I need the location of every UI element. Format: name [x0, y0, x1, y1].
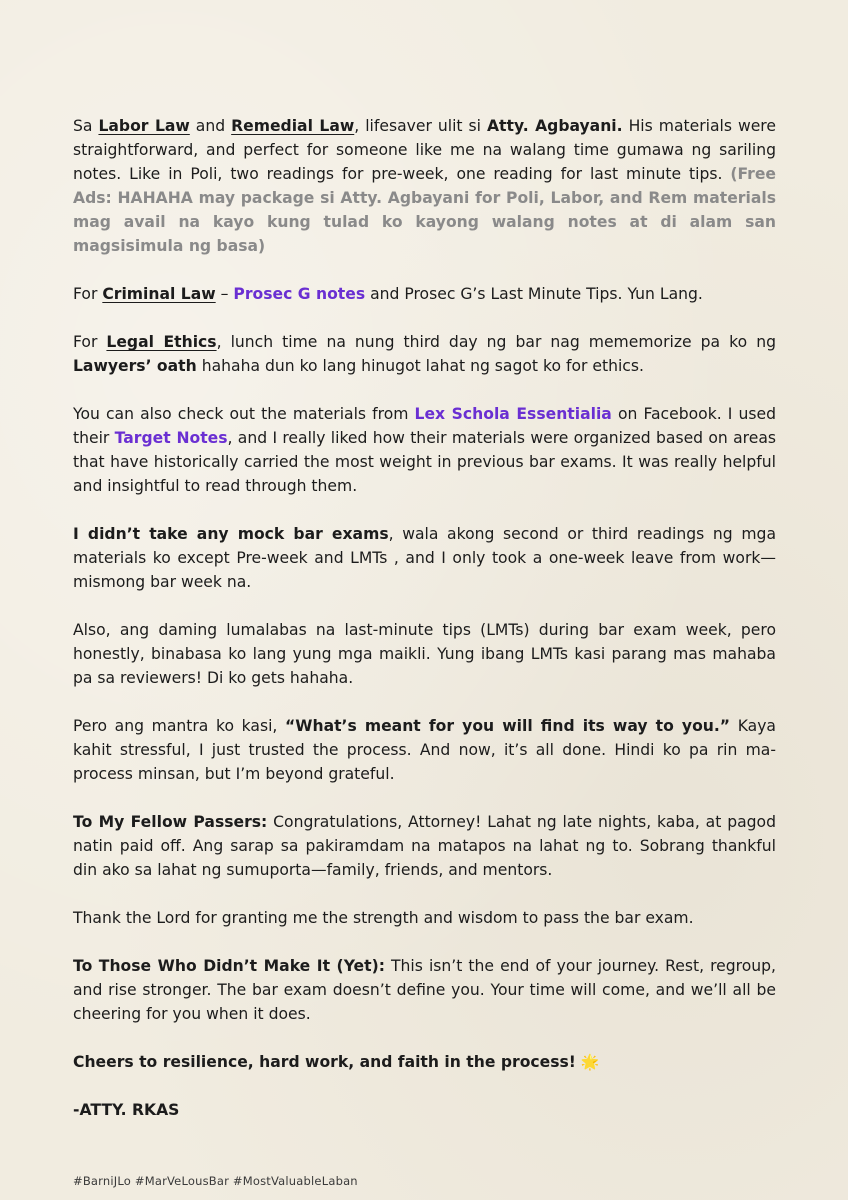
mantra-quote: “What’s meant for you will find its way to you.”: [285, 717, 731, 735]
text: You can also check out the materials from: [73, 405, 415, 423]
paragraph-labor-remedial: [73, 114, 776, 258]
text: For: [73, 285, 103, 303]
text: Also, ang daming lumalabas na last-minute tips (LMTs) during bar exam week, pero honestly, binabasa ko lang yung mga maikli. Yung ibang LMTs kasi parang mas mahaba pa sa reviewers! Di ko gets hahaha.: [73, 621, 776, 687]
text: Pero ang mantra ko kasi,: [73, 717, 286, 735]
text: and: [189, 117, 232, 135]
text: Thank the Lord for granting me the strength and wisdom to pass the bar exam.: [73, 909, 694, 927]
atty-agbayani: Atty. Agbayani.: [486, 117, 623, 135]
signature: [73, 1098, 776, 1122]
fellow-passers-heading: To My Fellow Passers:: [73, 813, 268, 831]
paragraph-criminal-law: [73, 282, 776, 306]
text: This isn’t the end of your journey. Rest, regroup, and rise stronger. The bar exam doesn’t define you. Your time will come, and we’ll all be cheering for you when it does.: [73, 957, 777, 1023]
remedial-law-heading: Remedial Law: [231, 117, 355, 135]
text: , and I really liked how their materials were organized based on areas that have historically carried the most weight in previous bar exams. It was really helpful and insightful to read through them.: [73, 429, 777, 495]
paragraph-thank-lord: [73, 906, 776, 930]
paragraph-mantra: [73, 714, 776, 786]
mock-exams-bold: I didn’t take any mock bar exams: [73, 525, 389, 543]
didnt-make-it-heading: To Those Who Didn’t Make It (Yet):: [73, 957, 385, 975]
text: , lifesaver ulit si: [354, 117, 487, 135]
paragraph-didnt-make-it: [73, 954, 776, 1026]
text: Sa: [73, 117, 99, 135]
lex-schola-link[interactable]: Lex Schola Essentialia: [414, 405, 612, 423]
cheers-line: Cheers to resilience, hard work, and faith in the process!: [73, 1053, 576, 1071]
text: hahaha dun ko lang hinugot lahat ng sagot ko for ethics.: [196, 357, 644, 375]
text: Congratulations, Attorney! Lahat ng late nights, kaba, at pagod natin paid off. Ang sarap sa pakiramdam na matapos na lahat ng to. Sobrang thankful din ako sa lahat ng sumuporta—family, friends, and mentors.: [73, 813, 776, 879]
signature-text: -ATTY. RKAS: [73, 1101, 180, 1119]
criminal-law-heading: Criminal Law: [102, 285, 216, 303]
labor-law-heading: Labor Law: [98, 117, 190, 135]
paragraph-legal-ethics: [73, 330, 776, 378]
text: For: [73, 333, 107, 351]
text: on Facebook. I used their: [73, 405, 776, 447]
text: , lunch time na nung third day ng bar nag mememorize pa ko ng: [216, 333, 776, 351]
text: , wala akong second or third readings ng mga materials ko except Pre-week and LMTs , and I only took a one-week leave from work—mismong bar week na.: [73, 525, 776, 591]
target-notes-link[interactable]: Target Notes: [114, 429, 228, 447]
paragraph-lex-schola: [73, 402, 776, 498]
legal-ethics-heading: Legal Ethics: [106, 333, 217, 351]
text: His materials were straightforward, and perfect for someone like me na walang time gumawa ng sariling notes. Like in Poli, two readings for pre-week, one reading for last minute tips.: [73, 117, 776, 183]
prosec-g-notes-link[interactable]: Prosec G notes: [233, 285, 366, 303]
lawyers-oath: Lawyers’ oath: [73, 357, 197, 375]
text: and Prosec G’s Last Minute Tips. Yun Lang.: [365, 285, 703, 303]
paragraph-lmts: [73, 618, 776, 690]
text: Kaya kahit stressful, I just trusted the process. And now, it’s all done. Hindi ko pa rin ma-process minsan, but I’m beyond grateful.: [73, 717, 776, 783]
paragraph-mock-exams: [73, 522, 776, 594]
free-ads-note: (Free Ads: HAHAHA may package si Atty. Agbayani for Poli, Labor, and Rem materials mag avail na kayo kung tulad ko kayong walang notes at di alam san magsisimula ng basa): [73, 165, 776, 255]
paragraph-fellow-passers: [73, 810, 776, 882]
hashtags: #BarniJLo #MarVeLousBar #MostValuableLaban: [73, 1174, 358, 1188]
article-body: [73, 114, 776, 1146]
text: –: [215, 285, 234, 303]
star-icon: 🌟: [580, 1053, 600, 1071]
paragraph-cheers: [73, 1050, 776, 1074]
